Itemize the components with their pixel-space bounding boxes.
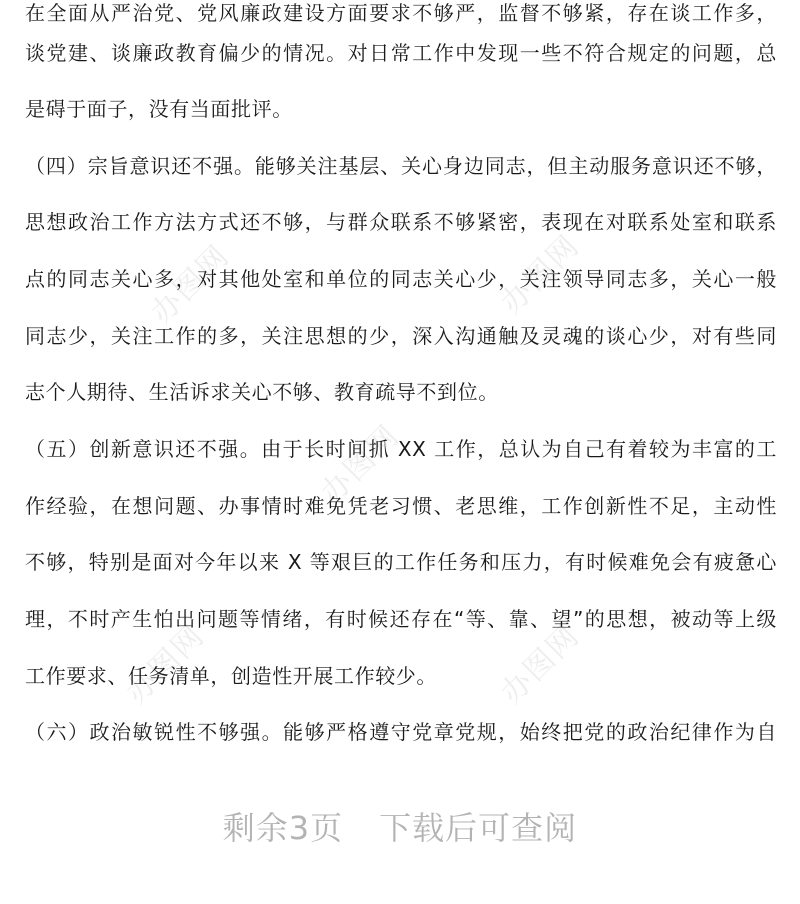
paragraph-line: 是碍于面子，没有当面批评。 bbox=[25, 97, 293, 121]
paragraph-line: （五）创新意识还不强。由于长时间抓 XX 工作，总认为自己有着较为丰富的工 bbox=[25, 437, 777, 461]
paragraph-line: 工作要求、任务清单，创造性开展工作较少。 bbox=[25, 664, 437, 688]
paragraph-line: 志个人期待、生活诉求关心不够、教育疏导不到位。 bbox=[25, 380, 499, 404]
watermark: 办图网 bbox=[314, 418, 407, 511]
paragraph-line: 谈党建、谈廉政教育偏少的情况。对日常工作中发现一些不符合规定的问题，总 bbox=[25, 41, 777, 65]
download-prompt-label: 下载后可查阅 bbox=[379, 809, 578, 847]
watermark: 办图网 bbox=[494, 228, 587, 321]
paragraph-line: 不够，特别是面对今年以来 X 等艰巨的工作任务和压力，有时候难免会有疲惫心 bbox=[25, 550, 777, 574]
paragraph-line: 在全面从严治党、党风廉政建设方面要求不够严，监督不够紧，存在谈工作多， bbox=[25, 1, 777, 25]
paragraph-line: 理，不时产生怕出问题等情绪，有时候还存在“等、靠、望”的思想，被动等上级 bbox=[25, 607, 777, 631]
watermark: 办图网 bbox=[119, 618, 212, 711]
paragraph-line: （四）宗旨意识还不强。能够关注基层、关心身边同志，但主动服务意识还不够， bbox=[25, 154, 777, 178]
watermark: 办图网 bbox=[144, 238, 237, 331]
paragraph-line: （六）政治敏锐性不够强。能够严格遵守党章党规，始终把党的政治纪律作为自 bbox=[25, 720, 777, 744]
paragraph-line: 思想政治工作方法方式还不够，与群众联系不够紧密，表现在对联系处室和联系 bbox=[25, 210, 777, 234]
paragraph-line: 同志少，关注工作的多，关注思想的少，深入沟通触及灵魂的谈心少，对有些同 bbox=[25, 324, 777, 348]
paragraph-line: 作经验，在想问题、办事情时难免凭老习惯、老思维，工作创新性不足，主动性 bbox=[25, 494, 777, 518]
watermark: 办图网 bbox=[494, 618, 587, 711]
paragraph-line: 点的同志关心多，对其他处室和单位的同志关心少，关注领导同志多，关心一般 bbox=[25, 267, 777, 291]
download-prompt[interactable] bbox=[0, 800, 800, 856]
remaining-pages-label: 剩余3页 bbox=[222, 809, 344, 847]
